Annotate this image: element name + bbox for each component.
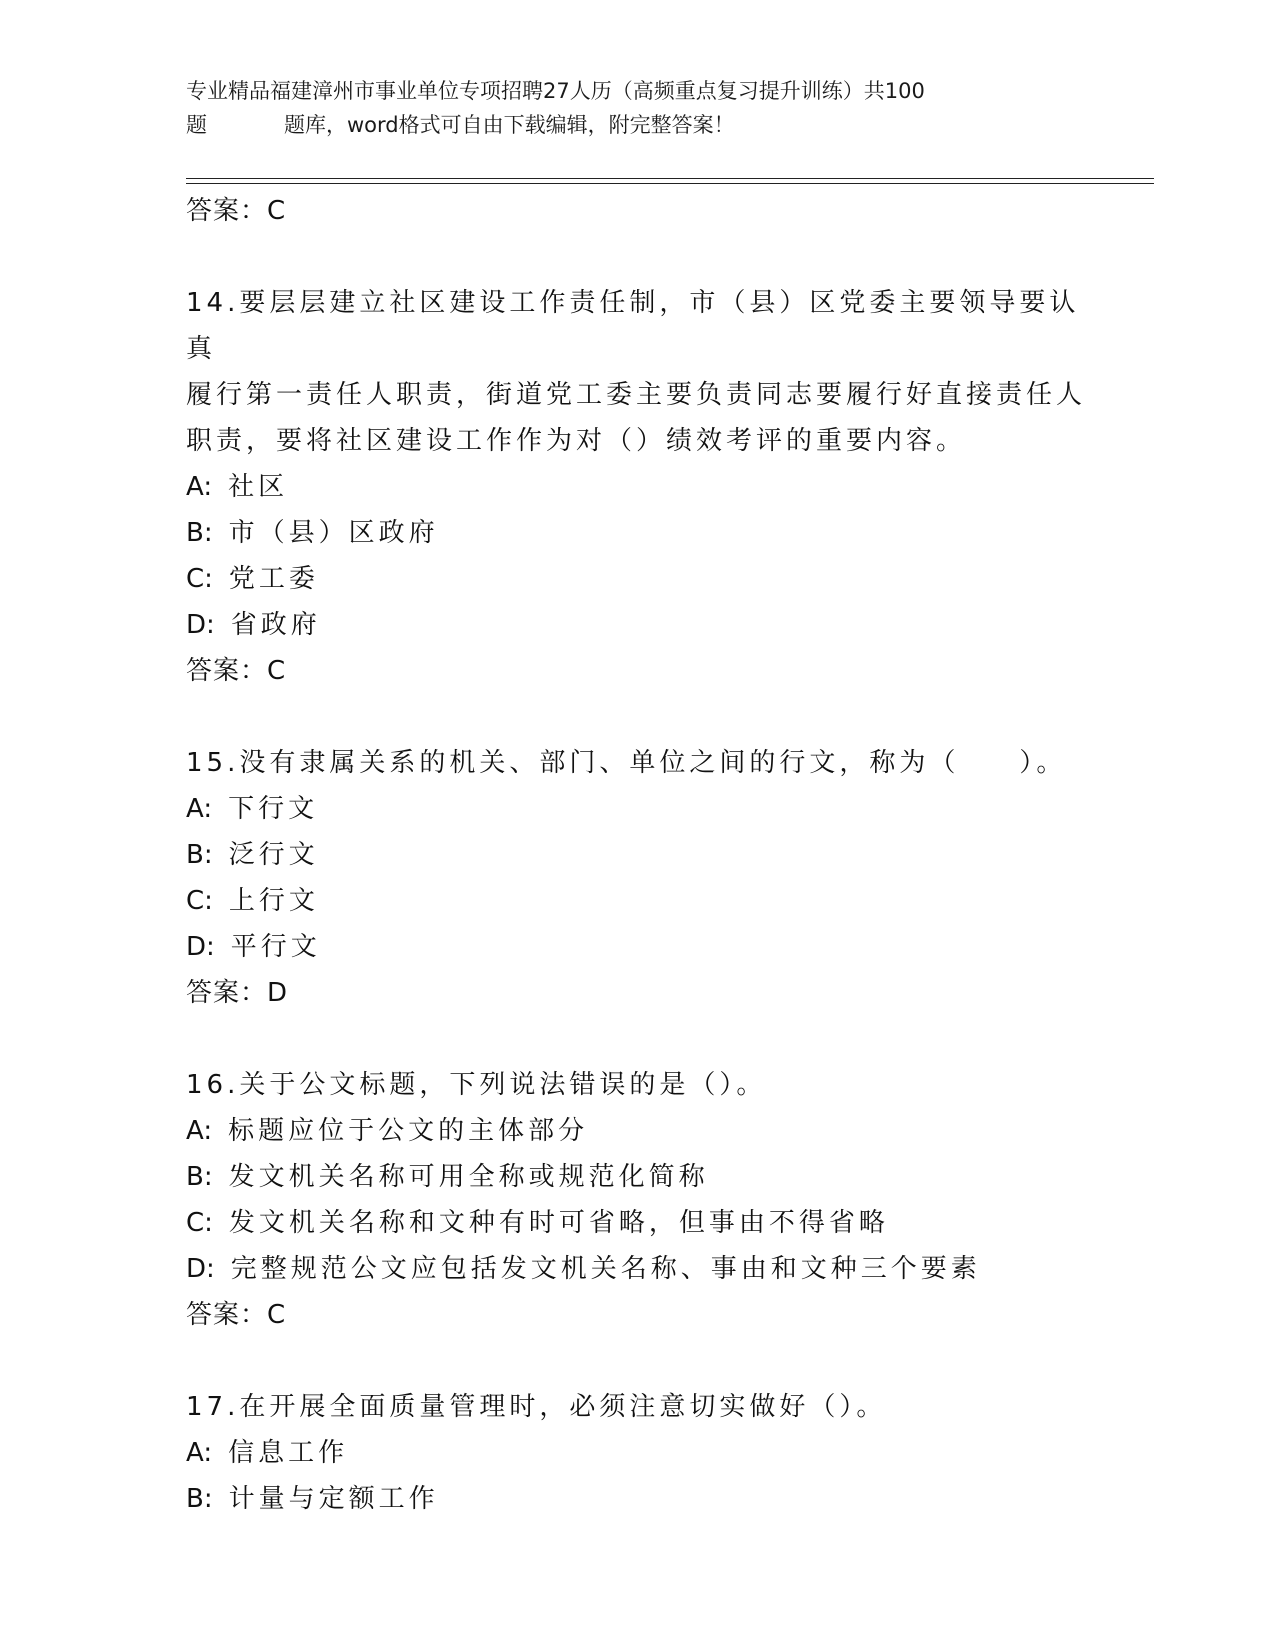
answer: 答案：C [186,1300,287,1330]
answer: 答案：C [186,656,287,686]
option-key: C: [186,886,213,916]
question-text: 16.关于公文标题，下列说法错误的是（）。 [186,1070,767,1100]
option-key: D: [186,932,215,962]
header-line-2-text: 题库，word格式可自由下载编辑，附完整答案！ [284,113,735,137]
option-text: 信息工作 [228,1438,349,1468]
option-key: B: [186,840,213,870]
question-text-line-3: 职责，要将社区建设工作作为对（）绩效考评的重要内容。 [186,426,967,456]
option-key: B: [186,1484,213,1514]
answer: 答案：D [186,978,289,1008]
option-b [186,832,1086,878]
option-d [186,924,1086,970]
header-line-2 [186,108,1086,142]
option-key: D: [186,1254,215,1284]
question-14 [186,280,1086,694]
option-key: B: [186,1162,213,1192]
option-text: 计量与定额工作 [228,1484,439,1514]
option-text: 市（县）区政府 [228,518,439,548]
option-text: 完整规范公文应包括发文机关名称、事由和文种三个要素 [230,1254,981,1284]
option-a [186,464,1086,510]
option-text: 党工委 [228,564,319,594]
option-text: 标题应位于公文的主体部分 [228,1116,589,1146]
question-17 [186,1384,1086,1522]
option-key: A: [186,1116,213,1146]
option-text: 省政府 [230,610,321,640]
question-15 [186,740,1086,1016]
header-divider-top [186,178,1154,179]
option-text: 下行文 [228,794,319,824]
option-key: A: [186,472,213,502]
option-key: A: [186,794,213,824]
question-16 [186,1062,1086,1338]
question-list [186,188,1086,1522]
option-key: D: [186,610,215,640]
page-header [186,74,1086,142]
option-a [186,786,1086,832]
option-text: 发文机关名称和文种有时可省略，但事由不得省略 [228,1208,889,1238]
previous-answer: 答案：C [186,196,287,226]
header-line-2-tag: 题 [186,113,207,137]
option-key: B: [186,518,213,548]
option-d [186,602,1086,648]
header-line-1: 专业精品福建漳州市事业单位专项招聘27人历（高频重点复习提升训练）共100 [186,79,925,103]
option-d [186,1246,1086,1292]
option-b [186,1476,1086,1522]
option-text: 社区 [228,472,289,502]
question-text: 17.在开展全面质量管理时，必须注意切实做好（）。 [186,1392,887,1422]
question-text: 14.要层层建立社区建设工作责任制，市（县）区党委主要领导要认真 [186,288,1080,364]
option-key: A: [186,1438,213,1468]
option-c [186,878,1086,924]
question-text-line-2: 履行第一责任人职责，街道党工委主要负责同志要履行好直接责任人 [186,380,1087,410]
option-key: C: [186,564,213,594]
option-key: C: [186,1208,213,1238]
option-b [186,1154,1086,1200]
option-text: 泛行文 [228,840,319,870]
option-text: 发文机关名称可用全称或规范化简称 [228,1162,709,1192]
option-c [186,1200,1086,1246]
option-text: 平行文 [230,932,321,962]
option-a [186,1108,1086,1154]
header-divider-bottom [186,183,1154,184]
option-b [186,510,1086,556]
option-c [186,556,1086,602]
question-text: 15.没有隶属关系的机关、部门、单位之间的行文，称为（ ）。 [186,748,1067,778]
option-text: 上行文 [228,886,319,916]
option-a [186,1430,1086,1476]
